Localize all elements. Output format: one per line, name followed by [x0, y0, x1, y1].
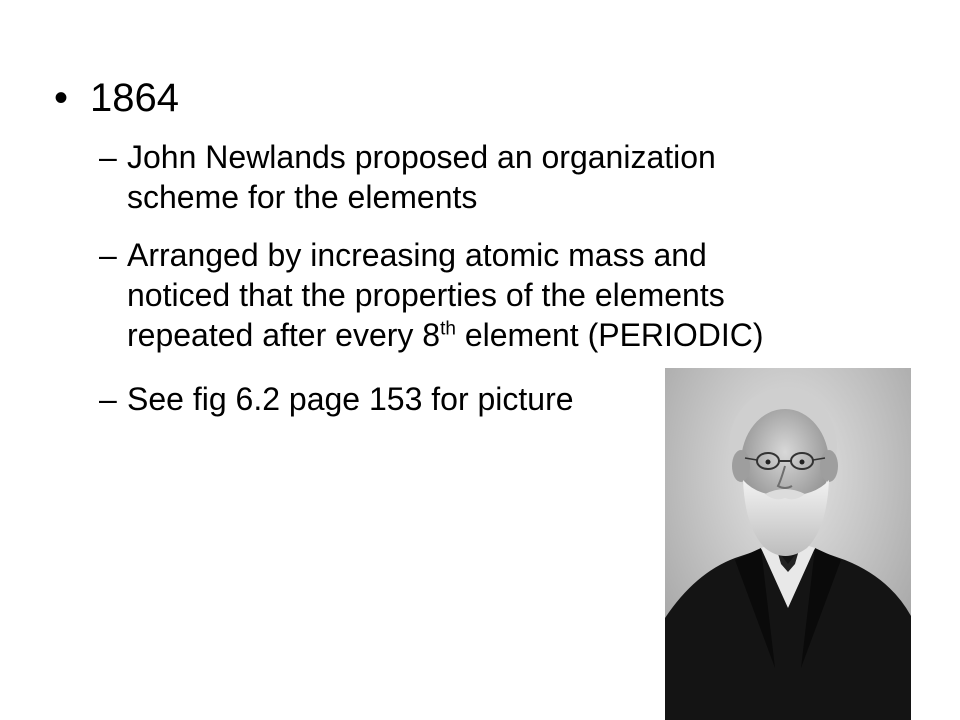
text-fragment: element (PERIODIC): [455, 317, 764, 353]
sub-item-text: [127, 235, 887, 355]
dash-icon: –: [99, 139, 117, 175]
text-line: noticed that the properties of the elements: [127, 277, 725, 313]
sub-item-text: [127, 137, 887, 217]
superscript: th: [440, 318, 456, 340]
year-heading: 1864: [90, 76, 179, 120]
text-line: scheme for the elements: [127, 179, 478, 215]
portrait-photo: [665, 368, 911, 720]
text-line: John Newlands proposed an organization: [127, 139, 716, 175]
text-line: See fig 6.2 page 153 for picture: [127, 381, 574, 417]
text-line: [127, 315, 887, 355]
dash-icon: –: [99, 237, 117, 273]
dash-icon: –: [99, 381, 117, 417]
bullet-dot-icon: •: [54, 76, 69, 120]
text-fragment: repeated after every 8: [127, 317, 441, 353]
text-line: Arranged by increasing atomic mass and: [127, 237, 707, 273]
portrait-illustration: [665, 368, 911, 720]
